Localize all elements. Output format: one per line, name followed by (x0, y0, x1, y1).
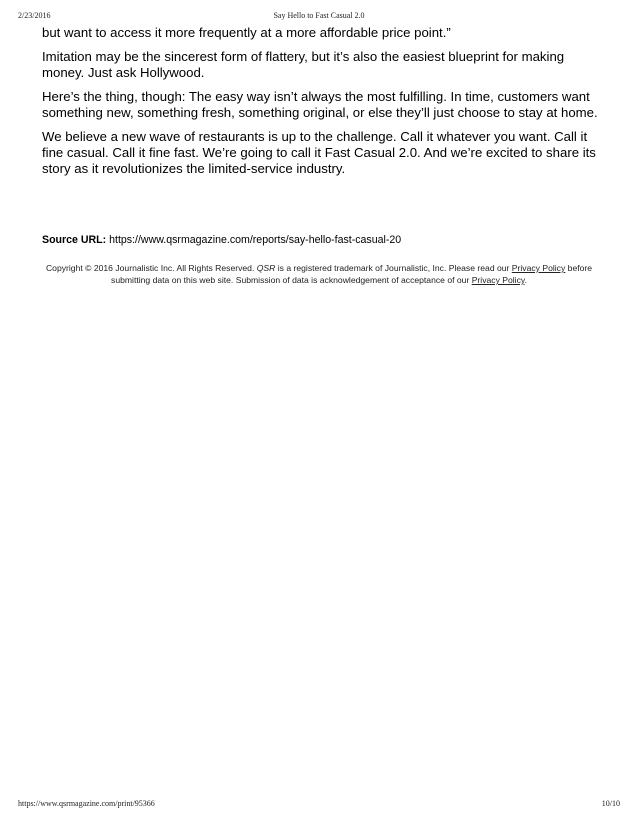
copyright-text: is a registered trademark of Journalistic, Inc. Please read our (275, 263, 512, 273)
source-line (42, 233, 401, 247)
source-url[interactable]: https://www.qsrmagazine.com/reports/say-hello-fast-casual-20 (109, 234, 402, 246)
copyright-notice (30, 262, 608, 286)
page-number: 10/10 (601, 799, 620, 808)
print-url: https://www.qsrmagazine.com/print/95366 (18, 799, 155, 808)
article-paragraph: Here’s the thing, though: The easy way isn’t always the most fulfilling. In time, customers want something new, something fresh, something original, or else they’ll just choose to stay at home. (42, 89, 598, 120)
copyright-text: . (524, 275, 527, 285)
article-paragraph: Imitation may be the sincerest form of flattery, but it’s also the easiest blueprint for making money. Just ask Hollywood. (42, 49, 565, 80)
brand-name: QSR (256, 263, 276, 273)
privacy-policy-link[interactable]: Privacy Policy (471, 275, 525, 285)
article-paragraph: but want to access it more frequently at a more affordable price point.” (42, 25, 451, 40)
copyright-text: before submitting data on this web site. Submission of data is acknowledgement of acceptance of our (111, 263, 593, 285)
copyright-text: Copyright © 2016 Journalistic Inc. All Rights Reserved. (45, 263, 257, 273)
print-date: 2/23/2016 (18, 11, 51, 20)
article-paragraph: We believe a new wave of restaurants is up to the challenge. Call it whatever you want. Call it fine casual. Call it fine fast. We’re going to call it Fast Casual 2.0. And we’re excited to share its story as it revolutionizes the limited-service industry. (42, 129, 596, 176)
source-label: Source URL: (42, 234, 107, 246)
print-page-title: Say Hello to Fast Casual 2.0 (273, 11, 365, 20)
privacy-policy-link[interactable]: Privacy Policy (511, 263, 566, 273)
article-body (42, 25, 602, 185)
